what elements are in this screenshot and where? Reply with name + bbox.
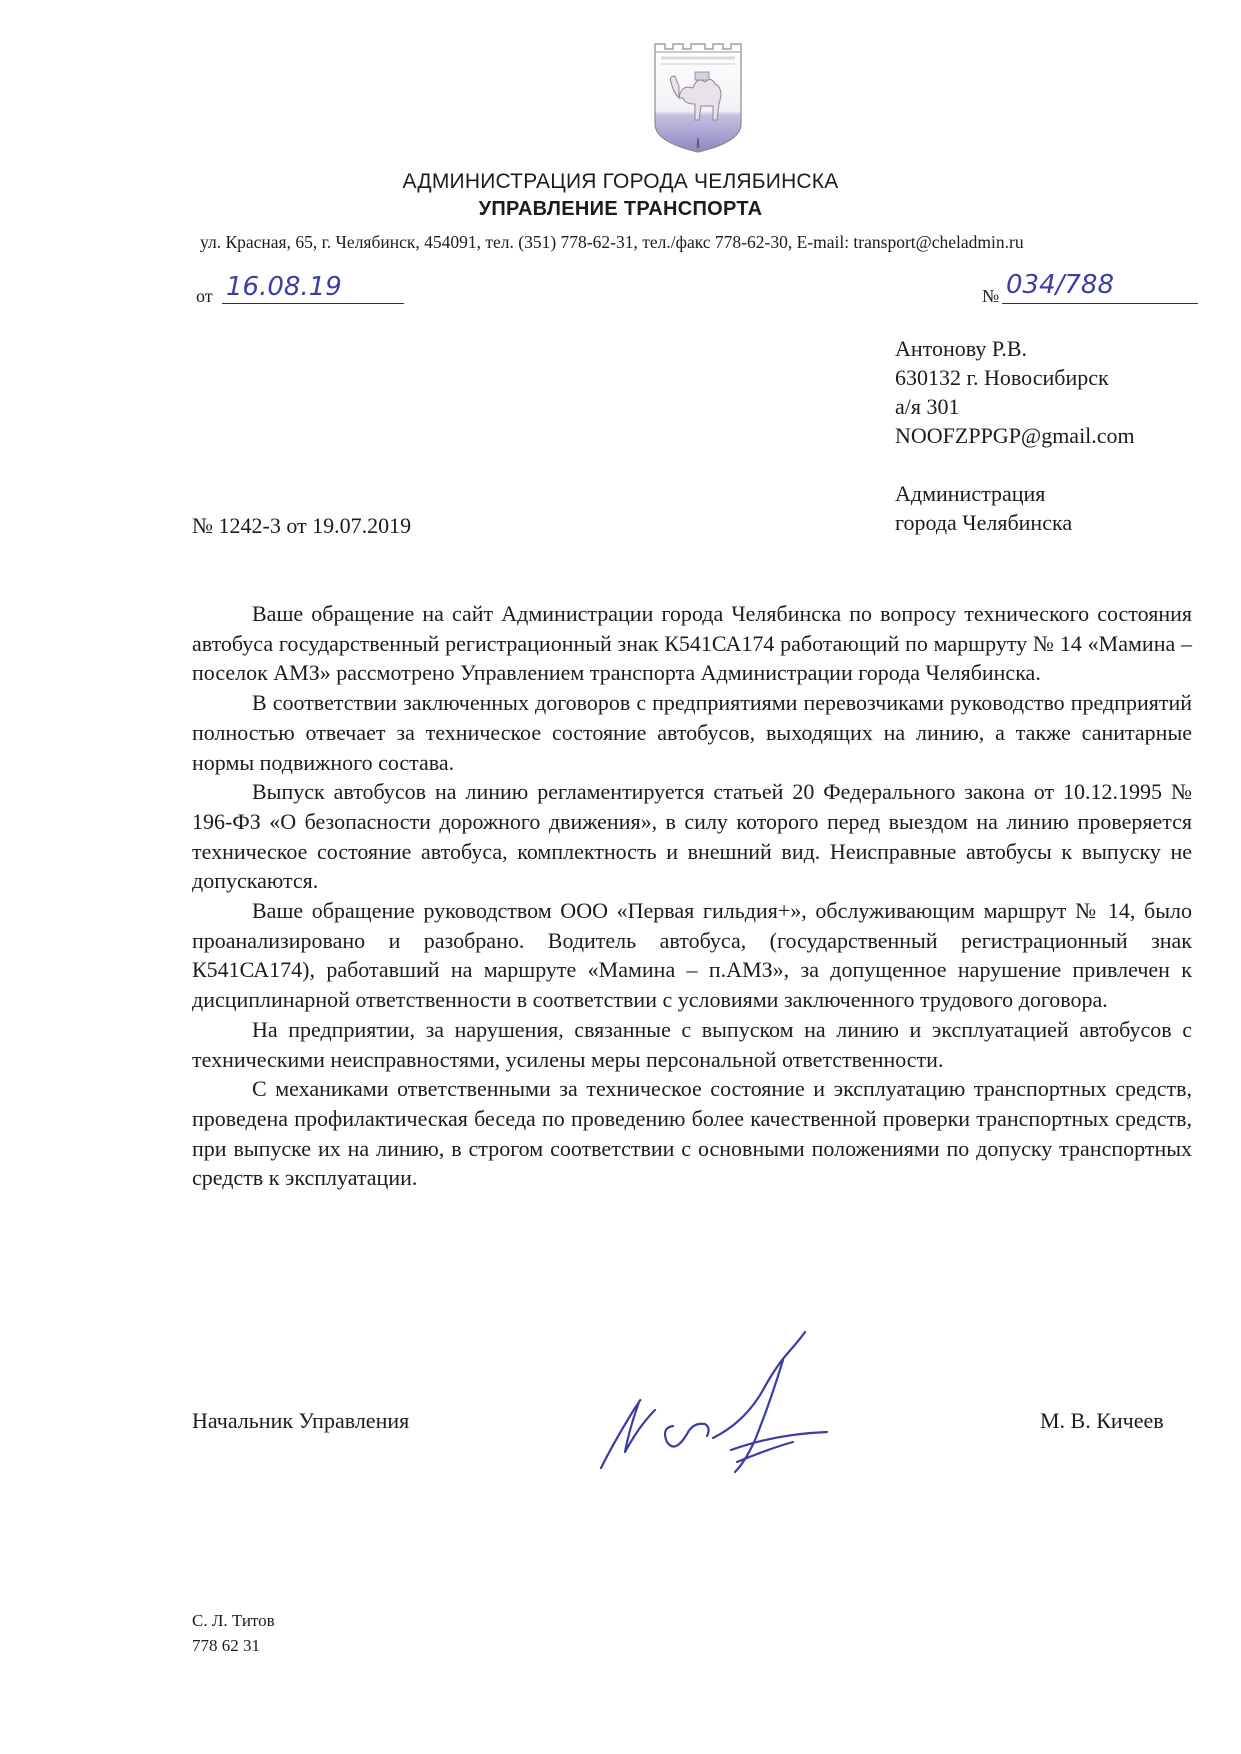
number-label: №: [982, 286, 1000, 306]
number-handwritten: 034/788: [1006, 270, 1115, 300]
organization-name: АДМИНИСТРАЦИЯ ГОРОДА ЧЕЛЯБИНСКА: [402, 170, 839, 193]
date-handwritten: 16.08.19: [226, 272, 342, 302]
executor-phone: 778 62 31: [192, 1636, 260, 1655]
coat-of-arms-emblem: [651, 38, 745, 156]
body-paragraph: Ваше обращение руководством ООО «Первая гильдия+», обслуживающим маршрут № 14, было проанализировано и разобрано. Водитель автобуса, (государственный регистрационный знак К541СА174), работавший на маршруте «Мамина – п.АМЗ», за допущенное нарушение привлечен к дисциплинарной ответственности в соответствии с условиями заключенного трудового договора.: [192, 898, 1192, 1013]
handwritten-signature: [595, 1330, 885, 1480]
body-paragraph: На предприятии, за нарушения, связанные с выпуском на линию и эксплуатацией автобусов с техническими неисправностями, усилены меры персональной ответственности.: [192, 1016, 1192, 1072]
signatory-name: М. В. Кичеев: [1040, 1408, 1164, 1433]
recipient-block: [895, 334, 1135, 537]
body-paragraph: С механиками ответственными за техническое состояние и эксплуатацию транспортных средств, проведена профилактическая беседа по проведению более качественной проверки транспортных средств, при выпуске их на линию, в строгом соответствии с основными положениями по допуску транспортных средств к эксплуатации.: [192, 1076, 1192, 1191]
body-paragraph: В соответствии заключенных договоров с предприятиями перевозчиками руководство предприятий полностью отвечает за техническое состояние автобусов, выходящих на линию, а также санитарные нормы подвижного состава.: [192, 690, 1192, 775]
body-paragraph: Выпуск автобусов на линию регламентируется статьей 20 Федерального закона от 10.12.1995 № 196-ФЗ «О безопасности дорожного движения», в силу которого перед выездом на линию проверяется техническое состояние автобуса, комплектность и внешний вид. Неисправные автобусы к выпуску не допускаются.: [192, 779, 1192, 894]
recipient-email: NOOFZPPGP@gmail.com: [895, 423, 1135, 448]
letter-body: [192, 599, 1192, 1193]
reference-number: № 1242-3 от 19.07.2019: [192, 513, 412, 538]
copy-recipient-line2: города Челябинска: [895, 510, 1073, 535]
copy-recipient-line1: Администрация: [895, 481, 1046, 506]
signatory-position: Начальник Управления: [192, 1408, 410, 1433]
date-label: от: [196, 286, 213, 306]
executor-name: С. Л. Титов: [192, 1611, 275, 1630]
recipient-name: Антонову Р.В.: [895, 336, 1028, 361]
department-name: УПРАВЛЕНИЕ ТРАНСПОРТА: [478, 198, 763, 220]
executor-block: [192, 1608, 275, 1658]
recipient-po-box: а/я 301: [895, 394, 960, 419]
body-paragraph: Ваше обращение на сайт Администрации города Челябинска по вопросу технического состояния автобуса государственный регистрационный знак К541СА174 работающий по маршруту № 14 «Мамина – поселок АМЗ» рассмотрено Управлением транспорта Администрации города Челябинска.: [192, 601, 1192, 686]
date-underline: [222, 303, 404, 304]
organization-address: ул. Красная, 65, г. Челябинск, 454091, тел. (351) 778-62-31, тел./факс 778-62-30, E-mail: transport@cheladmin.ru: [200, 232, 1024, 252]
recipient-city: 630132 г. Новосибирск: [895, 365, 1109, 390]
number-underline: [1002, 303, 1198, 304]
